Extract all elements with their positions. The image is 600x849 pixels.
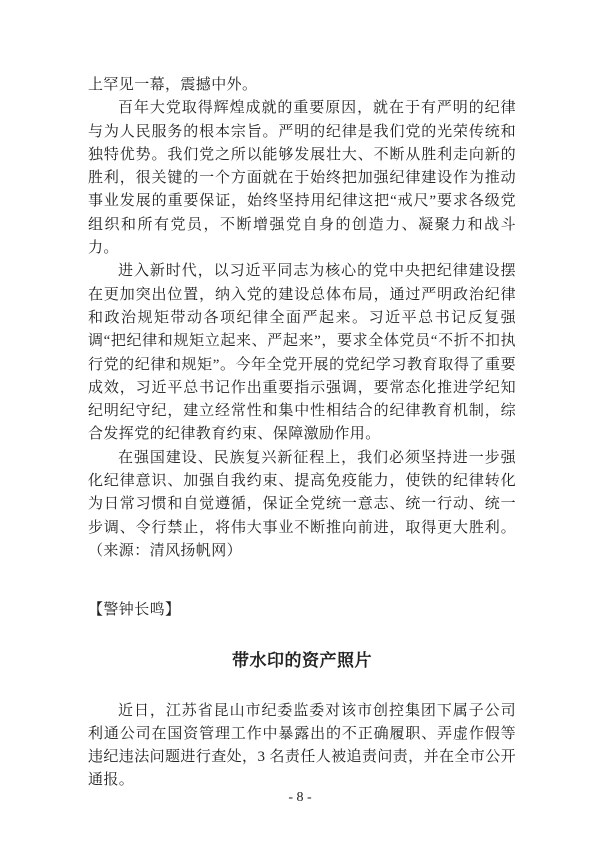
paragraph-kunshan-case: 近日，江苏省昆山市纪委监委对该市创控集团下属子公司利通公司在国资管理工作中暴露出的不正确履职、弄虚作假等违纪违法问题进行查处，3 名责任人被追责问责，并在全市公开通报。 <box>88 702 516 789</box>
paragraph-new-era: 进入新时代，以习近平同志为核心的党中央把纪律建设摆在更加突出位置，纳入党的建设总体布局，通过严明政治纪律和政治规矩带动各项纪律全面严起来。习近平总书记反复强调“把纪律和规矩立起来、严起来”，要求全体党员“不折不扣执行党的纪律和规矩”。今年全党开展的党纪学习教育取得了重要成效，习近平总书记作出重要指示强调，要常态化推进学纪知纪明纪守纪，建立经常性和集中性相结合的纪律教育机制，综合发挥党的纪律教育约束、保障激励作用。 <box>88 263 516 443</box>
paragraph-continuation: 上罕见一幕，震撼中外。 <box>88 77 258 93</box>
page-content <box>88 74 516 793</box>
page-number: - 8 - <box>288 790 312 805</box>
article-title: 带水印的资产照片 <box>232 650 372 670</box>
paragraph-conclusion-source: 在强国建设、民族复兴新征程上，我们必须坚持进一步强化纪律意识、加强自我约束、提高免疫能力，使铁的纪律转化为日常习惯和自觉遵循，保证全党统一意志、统一行动、统一步调、令行禁止，将伟大事业不断推向前进，取得更大胜利。（来源：清风扬帆网） <box>88 449 516 559</box>
section-header-alarm-bell: 【警钟长鸣】 <box>88 602 181 619</box>
paragraph-discipline-tradition: 百年大党取得辉煌成就的重要原因，就在于有严明的纪律与为人民服务的根本宗旨。严明的纪律是我们党的光荣传统和独特优势。我们党之所以能够发展壮大、不断从胜利走向新的胜利，很关键的一个方面就在于始终把加强纪律建设作为推动事业发展的重要保证，始终坚持用纪律这把“戒尺”要求各级党组织和所有党员，不断增强党自身的创造力、凝聚力和战斗力。 <box>88 100 516 257</box>
